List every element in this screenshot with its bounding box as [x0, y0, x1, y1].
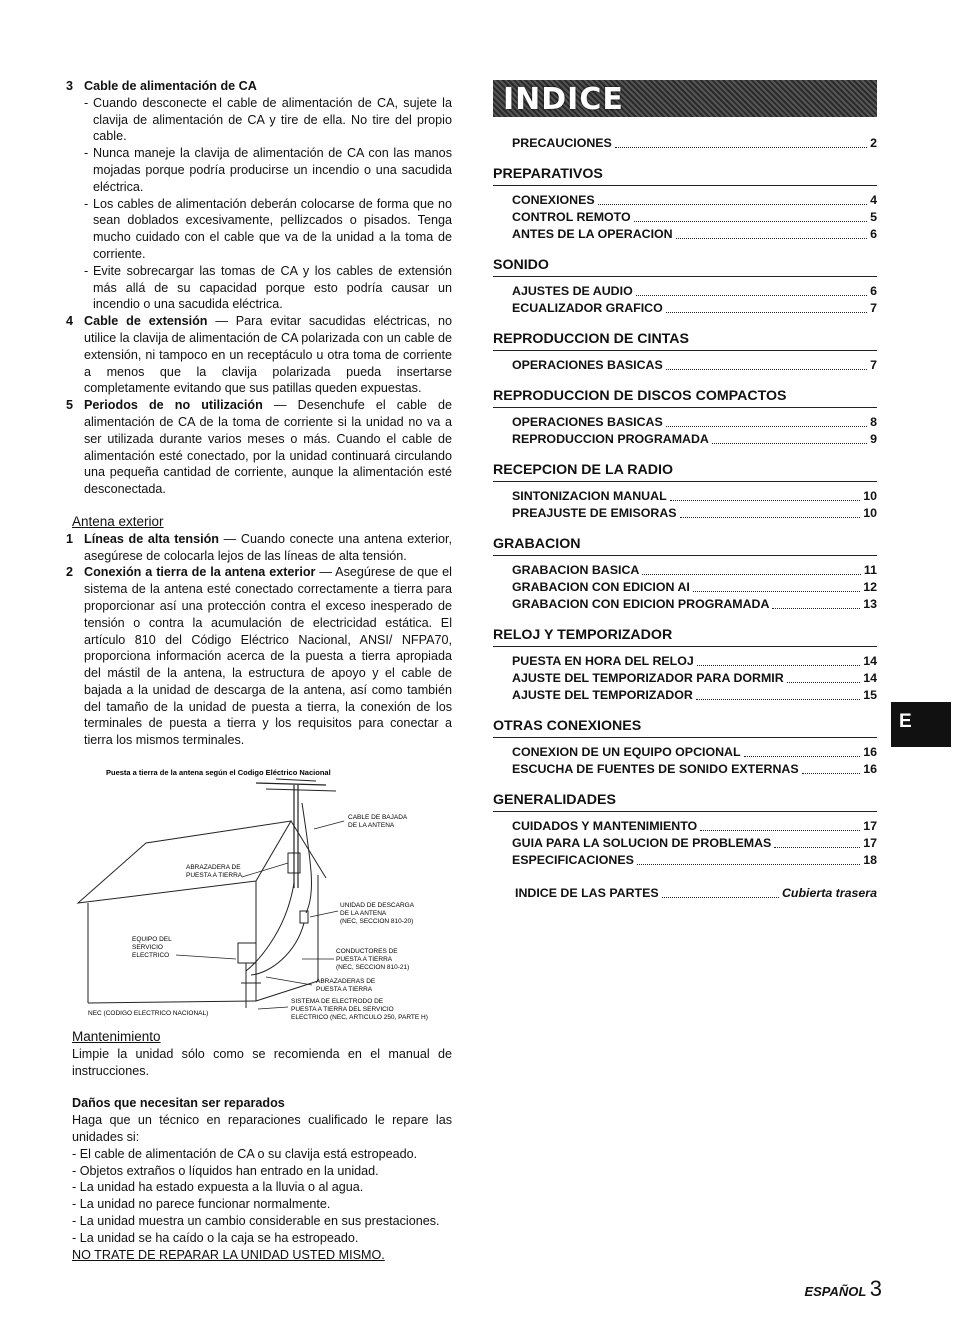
- index-title: INDICE: [503, 82, 624, 117]
- item-title: Cable de alimentación de CA: [84, 79, 257, 93]
- left-column: [66, 78, 452, 1263]
- svg-text:(NEC, SECCION 810-20): (NEC, SECCION 810-20): [340, 918, 414, 926]
- toc-entry[interactable]: PRECAUCIONES 2: [512, 136, 877, 150]
- toc-section-heading: GENERALIDADES: [493, 792, 877, 812]
- toc-entry[interactable]: CUIDADOS Y MANTENIMIENTO 17: [512, 819, 877, 833]
- svg-text:PUESTA A TIERRA DEL SERVICIO: PUESTA A TIERRA DEL SERVICIO: [291, 1006, 394, 1014]
- antena-heading: Antena exterior: [72, 513, 164, 529]
- toc-entry[interactable]: GRABACION BASICA 11: [512, 563, 877, 577]
- toc-entry[interactable]: ESPECIFICACIONES 18: [512, 853, 877, 867]
- toc-entry[interactable]: OPERACIONES BASICAS 8: [512, 415, 877, 429]
- roof: [78, 821, 291, 903]
- item-title: Cable de extensión: [84, 314, 208, 329]
- svg-text:DE LA ANTENA: DE LA ANTENA: [348, 822, 395, 830]
- svg-text:EQUIPO DEL: EQUIPO DEL: [132, 936, 172, 944]
- language-tab: E: [891, 702, 951, 747]
- toc-entry[interactable]: PUESTA EN HORA DEL RELOJ 14: [512, 654, 877, 668]
- toc-entry[interactable]: INDICE DE LAS PARTES Cubierta trasera: [515, 886, 877, 900]
- mantenimiento-heading: Mantenimiento: [72, 1029, 161, 1045]
- toc-entry[interactable]: CONEXIONES 4: [512, 193, 877, 207]
- danos-text: Haga que un técnico en reparaciones cualificado le repare las unidades si:: [72, 1113, 452, 1145]
- toc-entry[interactable]: GUIA PARA LA SOLUCION DE PROBLEMAS 17: [512, 836, 877, 850]
- svg-text:ABRAZADERAS DE: ABRAZADERAS DE: [316, 978, 376, 986]
- toc-section-heading: PREPARATIVOS: [493, 166, 877, 186]
- svg-text:CABLE DE BAJADA: CABLE DE BAJADA: [348, 814, 408, 822]
- toc-entry[interactable]: PREAJUSTE DE EMISORAS 10: [512, 506, 877, 520]
- section-item-5: 5 Periodos de no utilización — Desenchufe el cable de alimentación de CA de la toma de corriente si la unidad no va a ser utilizada durante varios meses o más. Cuando el cable de alimentación esté conectado, por la unidad continuará circulando una pequeña cantidad de corriente, aunque la alimentación esté desconectada.: [66, 398, 453, 497]
- antena-item-2: 2 Conexión a tierra de la antena exterior — Asegúrese de que el sistema de la antena esté conectado correctamente a tierra para proporcionar así una protección contra el exceso inesperado de tensión o contra la acumulación de electricidad estática. El artículo 810 del Código Eléctrico Nacional, ANSI/ NFPA70, proporciona información acerca de la puesta a tierra apropiada del mástil de la antena, la estructura de apoyo y el cable de bajada a la unidad de descarga de la antena, así como también del tamaño de la unidad de puesta a tierra, la conexión de los terminales de puesta a tierra y los requisitos para conectar a tierra los mismos terminales.: [66, 565, 452, 748]
- section-item-3: [66, 78, 452, 95]
- list-item: - El cable de alimentación de CA o su clavija está estropeado.: [72, 1146, 418, 1161]
- svg-text:ELECTRICO (NEC, ARTICULO 250,: ELECTRICO (NEC, ARTICULO 250, PARTE H): [291, 1014, 428, 1022]
- toc-entry[interactable]: ESCUCHA DE FUENTES DE SONIDO EXTERNAS 16: [512, 762, 877, 776]
- toc-entry[interactable]: REPRODUCCION PROGRAMADA 9: [512, 432, 877, 446]
- list-item: - La unidad se ha caído o la caja se ha estropeado.: [72, 1230, 359, 1245]
- svg-text:SERVICIO: SERVICIO: [132, 944, 163, 952]
- list-item: - La unidad ha estado expuesta a la lluvia o al agua.: [72, 1180, 364, 1195]
- toc-entry[interactable]: CONEXION DE UN EQUIPO OPCIONAL 16: [512, 745, 877, 759]
- svg-text:CONDUCTORES DE: CONDUCTORES DE: [336, 948, 398, 956]
- item-number: 3: [66, 79, 74, 93]
- toc-entry[interactable]: ANTES DE LA OPERACION 6: [512, 227, 877, 241]
- danos-list: [66, 1146, 452, 1247]
- svg-text:NEC (CODIGO ELECTRICO NACIONAL: NEC (CODIGO ELECTRICO NACIONAL): [88, 1010, 209, 1018]
- toc-entry[interactable]: CONTROL REMOTO 5: [512, 210, 877, 224]
- toc-entry[interactable]: AJUSTES DE AUDIO 6: [512, 284, 877, 298]
- svg-text:PUESTA A TIERRA: PUESTA A TIERRA: [186, 872, 243, 880]
- toc-entry[interactable]: GRABACION CON EDICION PROGRAMADA 13: [512, 597, 877, 611]
- svg-text:(NEC, SECCION 810-21): (NEC, SECCION 810-21): [336, 964, 410, 972]
- bullet-item: - Cuando desconecte el cable de alimentación de CA, sujete la clavija de alimentación de CA y tire de ella. No tire del propio cable.: [84, 95, 452, 144]
- toc-entry[interactable]: AJUSTE DEL TEMPORIZADOR PARA DORMIR 14: [512, 671, 877, 685]
- toc-entry[interactable]: ECUALIZADOR GRAFICO 7: [512, 301, 877, 315]
- toc-entry[interactable]: GRABACION CON EDICION AI 12: [512, 580, 877, 594]
- svg-text:DE LA ANTENA: DE LA ANTENA: [340, 910, 387, 918]
- toc-sections: [493, 166, 877, 869]
- diagram-caption: Puesta a tierra de la antena según el Codigo Eléctrico Nacional: [106, 768, 331, 778]
- toc-section-heading: SONIDO: [493, 257, 877, 277]
- page-number: 3: [869, 1276, 882, 1301]
- list-item: - La unidad muestra un cambio considerable en sus prestaciones.: [72, 1214, 440, 1229]
- repair-warning: NO TRATE DE REPARAR LA UNIDAD USTED MISMO.: [72, 1247, 385, 1262]
- bullet-item: - Nunca maneje la clavija de alimentación de CA con las manos mojadas porque podría producirse un incendio o una sacudida eléctrica.: [84, 146, 452, 194]
- toc-entry[interactable]: OPERACIONES BASICAS 7: [512, 358, 877, 372]
- toc-section-heading: RECEPCION DE LA RADIO: [493, 462, 877, 482]
- index-banner: [493, 80, 877, 117]
- table-of-contents: [493, 80, 877, 902]
- bullet-item: - Evite sobrecargar las tomas de CA y los cables de extensión más allá de su capacidad porque esto podría causar un incendio o una sacudida eléctrica.: [84, 263, 452, 312]
- toc-section-heading: GRABACION: [493, 536, 877, 556]
- svg-text:UNIDAD DE DESCARGA: UNIDAD DE DESCARGA: [340, 902, 415, 910]
- svg-text:SISTEMA DE ELECTRODO DE: SISTEMA DE ELECTRODO DE: [291, 998, 384, 1006]
- toc-section-heading: REPRODUCCION DE DISCOS COMPACTOS: [493, 388, 877, 408]
- item-title: Periodos de no utilización: [84, 398, 263, 413]
- antenna-grounding-diagram: [66, 763, 456, 1033]
- toc-section-heading: RELOJ Y TEMPORIZADOR: [493, 627, 877, 647]
- antena-item-1: 1 Líneas de alta tensión — Cuando conecte una antena exterior, asegúrese de colocarla lejos de las líneas de alta tensión.: [66, 531, 452, 563]
- list-item: - La unidad no parece funcionar normalmente.: [72, 1197, 331, 1212]
- bullet-item: - Los cables de alimentación deberán colocarse de forma que no sean doblados excesivamente, pellizcados o pisados. Tenga mucho cuidado con el cable que va de la unidad a la toma de corriente.: [84, 196, 452, 261]
- svg-text:ELECTRICO: ELECTRICO: [132, 952, 170, 960]
- svg-text:PUESTA A TIERRA: PUESTA A TIERRA: [316, 986, 373, 994]
- section-item-4: 4 Cable de extensión — Para evitar sacudidas eléctricas, no utilice la clavija de alimentación de CA polarizada con un cable de extensión, ni tampoco en un receptáculo u otra toma de corriente a menos que la clavija polarizada pueda insertarse completamente evitando que sus patillas queden expuestas.: [66, 314, 452, 396]
- svg-text:ABRAZADERA DE: ABRAZADERA DE: [186, 864, 241, 872]
- toc-section-heading: REPRODUCCION DE CINTAS: [493, 331, 877, 351]
- danos-heading: Daños que necesitan ser reparados: [72, 1096, 285, 1111]
- svg-text:PUESTA A TIERRA: PUESTA A TIERRA: [336, 956, 393, 964]
- toc-entry[interactable]: AJUSTE DEL TEMPORIZADOR 15: [512, 688, 877, 702]
- footer-language: ESPAÑOL: [804, 1284, 867, 1299]
- list-item: - Objetos extraños o líquidos han entrado en la unidad.: [72, 1163, 379, 1178]
- mantenimiento-text: Limpie la unidad sólo como se recomienda en el manual de instrucciones.: [72, 1046, 452, 1078]
- toc-entry[interactable]: SINTONIZACION MANUAL 10: [512, 489, 877, 503]
- toc-section-heading: OTRAS CONEXIONES: [493, 718, 877, 738]
- page-footer: [804, 1276, 882, 1302]
